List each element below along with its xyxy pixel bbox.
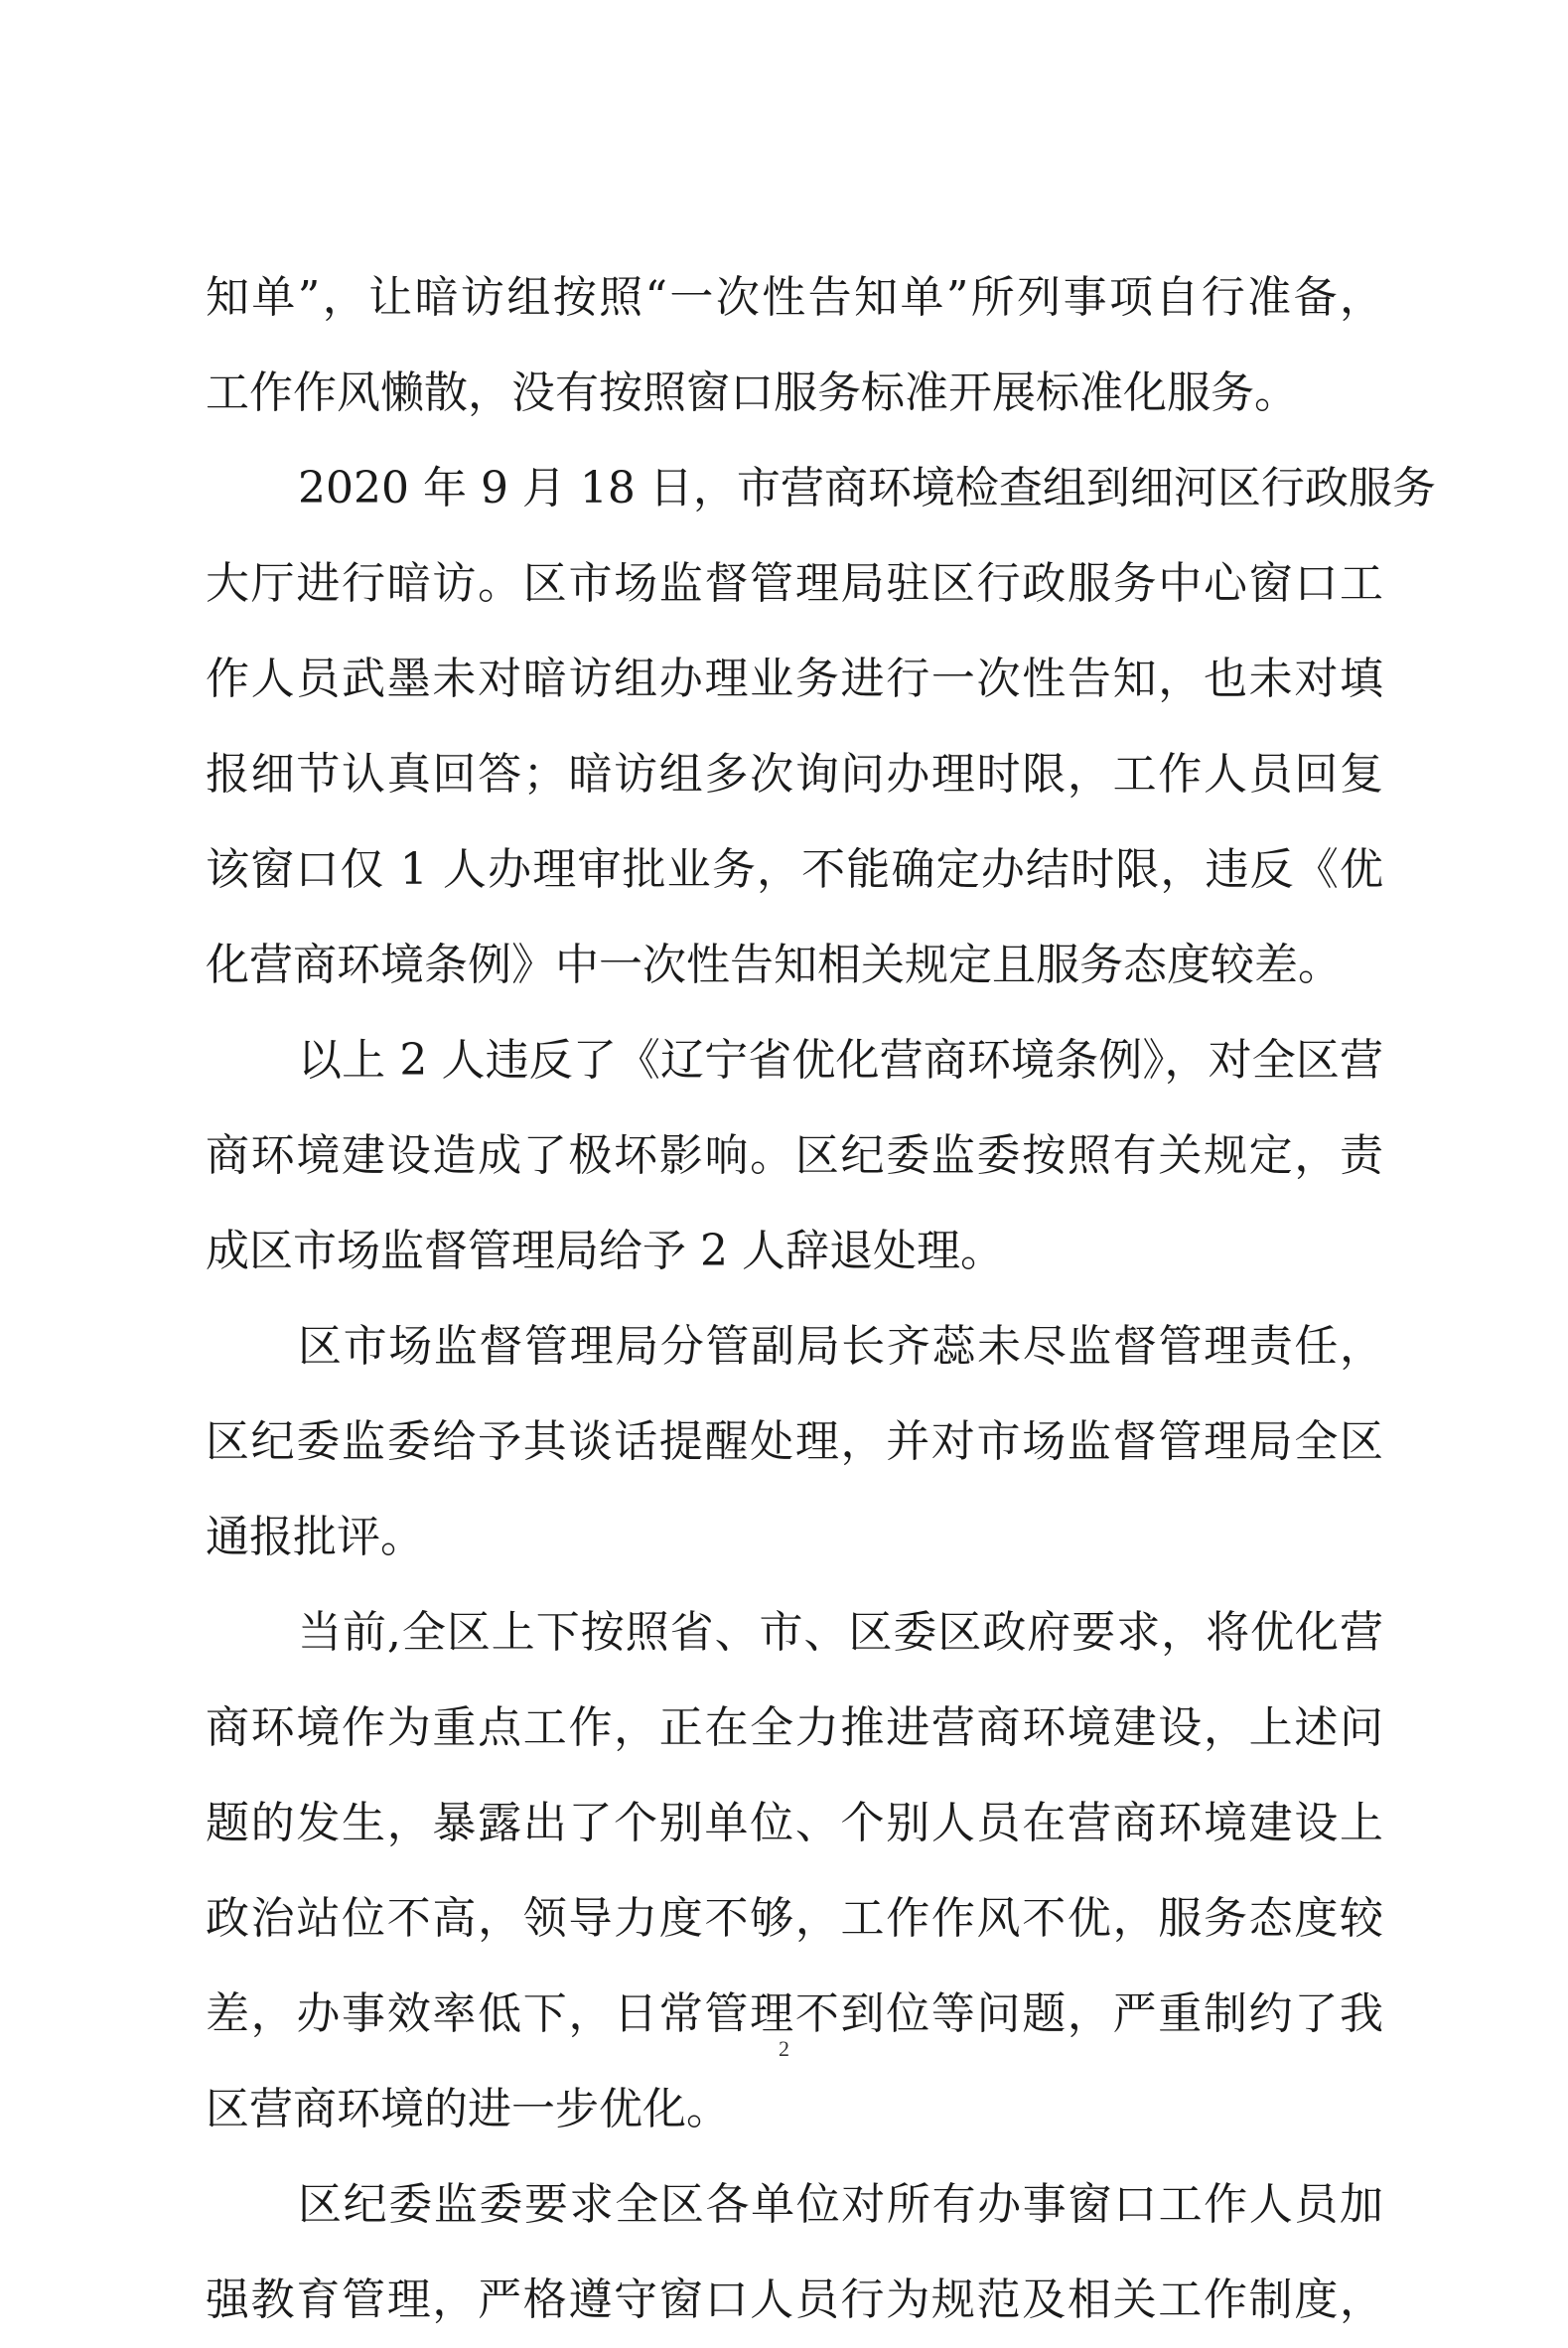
- text-line: 2020 年 9 月 18 日，市营商环境检查组到细河区行政服务: [298, 463, 1436, 514]
- text-line: 区市场监督管理局分管副局长齐蕊未尽监督管理责任，: [298, 1321, 1383, 1372]
- text-line: 商环境建设造成了极坏影响。区纪委监委按照有关规定，责: [206, 1130, 1383, 1181]
- text-line: 大厅进行暗访。区市场监督管理局驻区行政服务中心窗口工: [206, 558, 1383, 609]
- text-line: 商环境作为重点工作，正在全力推进营商环境建设，上述问: [206, 1702, 1383, 1753]
- text-line: 化营商环境条例》中一次性告知相关规定且服务态度较差。: [206, 940, 1342, 990]
- text-line: 强教育管理，严格遵守窗口人员行为规范及相关工作制度，: [206, 2275, 1383, 2325]
- page-number: 2: [779, 2036, 789, 2061]
- text-line: 以上 2 人违反了《辽宁省优化营商环境条例》，对全区营: [298, 1035, 1383, 1086]
- text-line: 当前,全区上下按照省、市、区委区政府要求，将优化营: [298, 1607, 1383, 1658]
- text-line: 通报批评。: [206, 1512, 424, 1562]
- text-line: 作人员武墨未对暗访组办理业务进行一次性告知，也未对填: [206, 654, 1383, 704]
- text-line: 区纪委监委要求全区各单位对所有办事窗口工作人员加: [298, 2179, 1383, 2230]
- text-line: 报细节认真回答；暗访组多次询问办理时限，工作人员回复: [206, 749, 1383, 800]
- text-line: 该窗口仅 1 人办理审批业务，不能确定办结时限，违反《优: [206, 844, 1383, 895]
- body-text: [206, 250, 1436, 2348]
- text-line: 区纪委监委给予其谈话提醒处理，并对市场监督管理局全区: [206, 1416, 1383, 1467]
- text-line: 差，办事效率低下，日常管理不到位等问题，严重制约了我: [206, 1988, 1383, 2039]
- text-line: 知单”，让暗访组按照“一次性告知单”所列事项自行准备，: [206, 272, 1383, 323]
- text-line: 区营商环境的进一步优化。: [206, 2084, 730, 2134]
- text-line: 成区市场监督管理局给予 2 人辞退处理。: [206, 1226, 1004, 1276]
- text-line: 政治站位不高，领导力度不够，工作作风不优，服务态度较: [206, 1893, 1383, 1944]
- text-line: 题的发生，暴露出了个别单位、个别人员在营商环境建设上: [206, 1798, 1383, 1848]
- text-line: 工作作风懒散，没有按照窗口服务标准开展标准化服务。: [206, 367, 1298, 418]
